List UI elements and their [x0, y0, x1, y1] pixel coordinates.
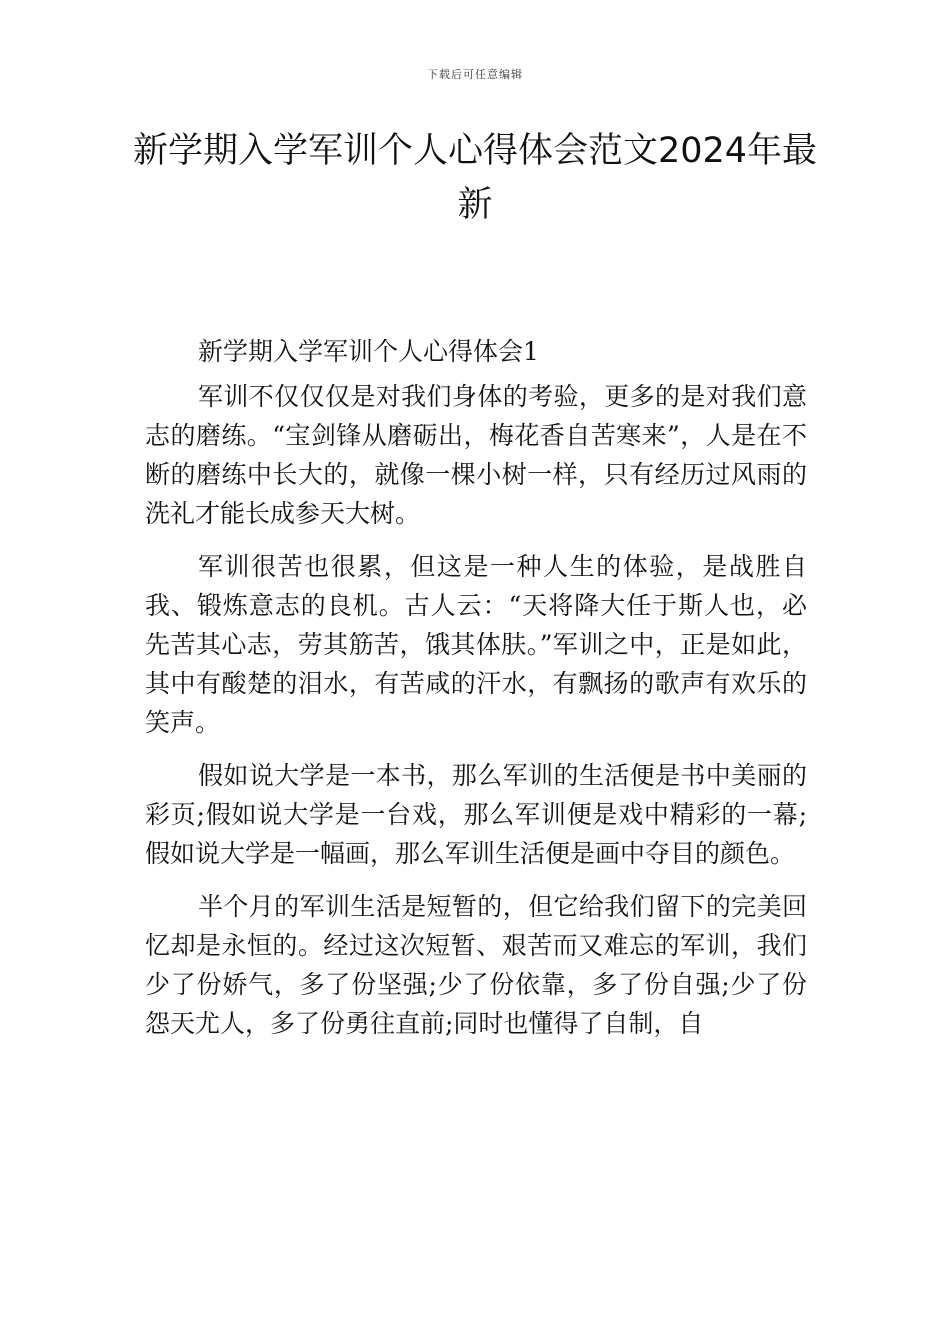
section-heading: 新学期入学军训个人心得体会1: [198, 337, 539, 366]
paragraph-4: 半个月的军训生活是短暂的，但它给我们留下的完美回忆却是永恒的。经过这次短暂、艰苦而又难忘的军训，我们少了份娇气，多了份坚强;少了份依靠，多了份自强;少了份怨天尤人，多了份勇往直前;同时也懂得了自制，自: [145, 892, 807, 1038]
paragraph-1: 军训不仅仅仅是对我们身体的考验，更多的是对我们意志的磨练。“宝剑锋从磨砺出，梅花香自苦寒来”，人是在不断的磨练中长大的，就像一棵小树一样，只有经历过风雨的洗礼才能长成参天大树。: [145, 382, 807, 528]
header-note: 下载后可任意编辑: [427, 68, 523, 81]
document-body: [145, 332, 807, 1057]
paragraph-2: 军训很苦也很累，但这是一种人生的体验，是战胜自我、锻炼意志的良机。古人云：“天将降大任于斯人也，必先苦其心志，劳其筋苦，饿其体肤。”军训之中，正是如此，其中有酸楚的泪水，有苦咸的汗水，有飘扬的歌声有欢乐的笑声。: [145, 552, 807, 737]
paragraph-3: 假如说大学是一本书，那么军训的生活便是书中美丽的彩页;假如说大学是一台戏，那么军训便是戏中精彩的一幕;假如说大学是一幅画，那么军训生活便是画中夺目的颜色。: [145, 761, 807, 868]
document-title: 新学期入学军训个人心得体会范文2024年最新: [132, 131, 818, 225]
